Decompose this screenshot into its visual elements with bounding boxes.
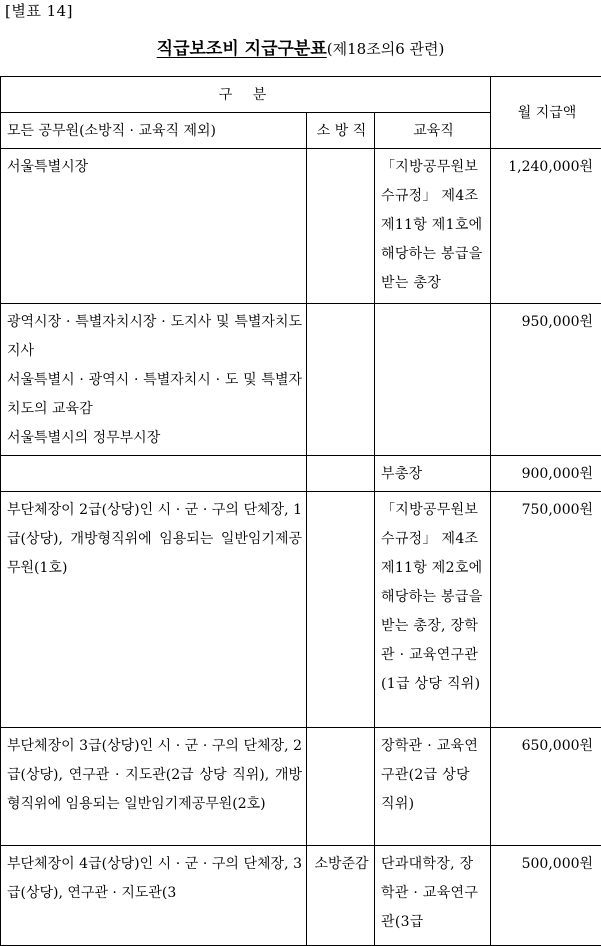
cell-general: 광역시장 · 특별자치시장 · 도지사 및 특별자치도지사 서울특별시 · 광역시 · 특별자치시 · 도 및 특별자치도의 교육감 서울특별시의 정무부시장: [1, 304, 307, 456]
cell-fire: [307, 456, 375, 492]
cell-amount: 750,000원: [491, 492, 601, 728]
cell-amount: 500,000원: [491, 846, 601, 946]
table-row: [1, 149, 601, 304]
title-main: 직급보조비 지급구분표: [157, 39, 327, 59]
table-row: [1, 846, 601, 946]
cell-edu: 단과대학장, 장학관 · 교육연구관(3급: [375, 846, 491, 946]
cell-general: 부단체장이 3급(상당)인 시 · 군 · 구의 단체장, 2급(상당), 연구관 · 지도관(2급 상당 직위), 개방형직위에 임용되는 일반임기제공무원(2호): [1, 728, 307, 846]
header-row-1: [1, 77, 601, 113]
header-general: 모든 공무원(소방직 · 교육직 제외): [1, 113, 307, 149]
header-edu: 교육직: [375, 113, 491, 149]
cell-amount: 1,240,000원: [491, 149, 601, 304]
header-gubun: 구 분: [1, 77, 491, 113]
table-row: [1, 456, 601, 492]
annex-label: [별표 14]: [5, 0, 73, 21]
cell-fire: [307, 149, 375, 304]
cell-amount: 650,000원: [491, 728, 601, 846]
cell-fire: [307, 728, 375, 846]
cell-fire: 소방준감: [307, 846, 375, 946]
cell-fire: [307, 492, 375, 728]
table-row: [1, 304, 601, 456]
cell-edu: [375, 304, 491, 456]
cell-general: 부단체장이 2급(상당)인 시 · 군 · 구의 단체장, 1급(상당), 개방형직위에 임용되는 일반임기제공무원(1호): [1, 492, 307, 728]
cell-edu: 부총장: [375, 456, 491, 492]
cell-general: [1, 456, 307, 492]
allowance-table: [0, 76, 601, 946]
cell-general: 부단체장이 4급(상당)인 시 · 군 · 구의 단체장, 3급(상당), 연구관 · 지도관(3: [1, 846, 307, 946]
cell-edu: 장학관 · 교육연구관(2급 상당 직위): [375, 728, 491, 846]
table-row: [1, 728, 601, 846]
cell-fire: [307, 304, 375, 456]
cell-amount: 900,000원: [491, 456, 601, 492]
header-fire: 소 방 직: [307, 113, 375, 149]
header-amount: 월 지급액: [491, 77, 601, 149]
cell-amount: 950,000원: [491, 304, 601, 456]
table-row: [1, 492, 601, 728]
cell-edu: 「지방공무원보수규정」 제4조제11항 제2호에 해당하는 봉급을 받는 총장, 장학관 · 교육연구관(1급 상당 직위): [375, 492, 491, 728]
cell-edu: 「지방공무원보수규정」 제4조제11항 제1호에 해당하는 봉급을 받는 총장: [375, 149, 491, 304]
title-sub: (제18조의6 관련): [327, 40, 445, 58]
document-title: [0, 34, 601, 59]
cell-general: 서울특별시장: [1, 149, 307, 304]
